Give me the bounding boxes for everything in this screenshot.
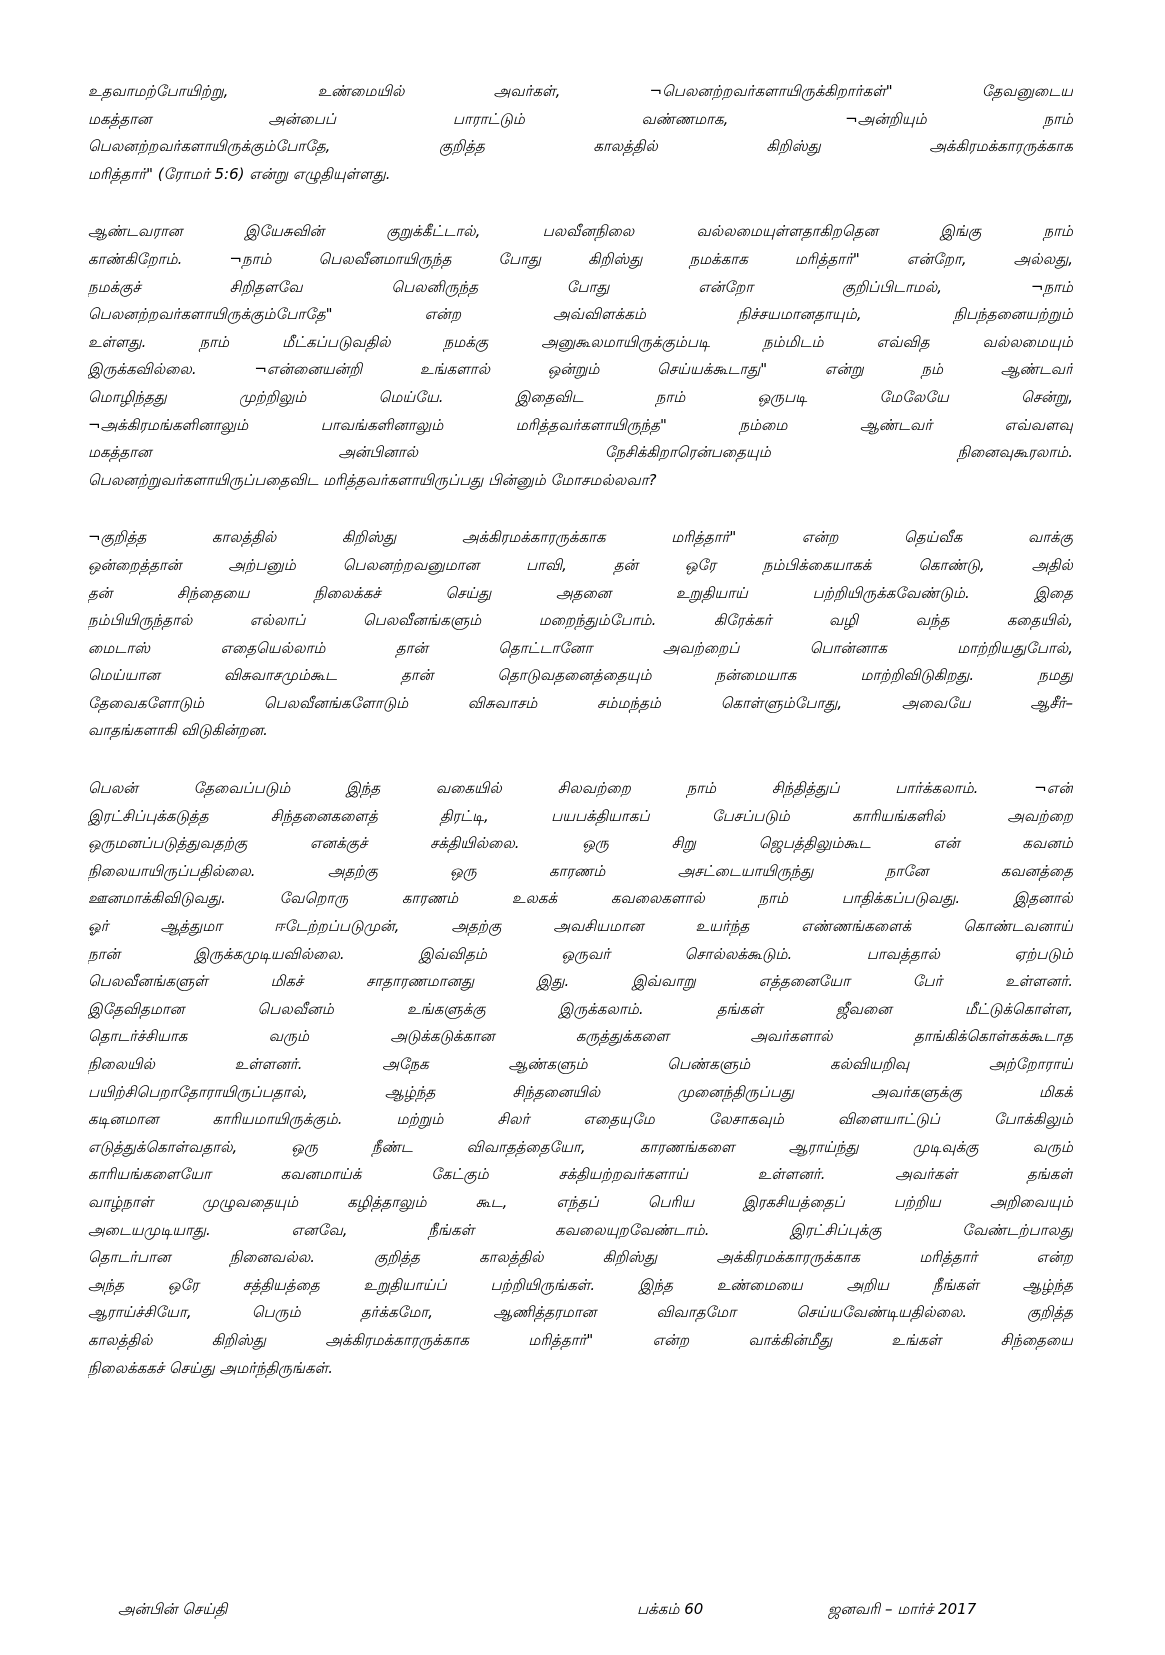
text-line: நமக்குச் சிறிதளவே பெலனிருந்த போது என்றோ குறிப்பிடாமல், ¬நாம் (88, 277, 1073, 296)
text-line: காண்கிறோம். ¬நாம் பெலவீனமாயிருந்த போது கிறிஸ்து நமக்காக மரித்தார்" என்றோ, அல்லது, (88, 249, 1073, 268)
text-line: நம்பியிருந்தால் எல்லாப் பெலவீனங்களும் மறைந்தும்போம். கிரேக்கர் வழி வந்த கதையில், (88, 611, 1073, 630)
text-line: நிலைக்ககச் செய்து அமர்ந்திருங்கள். (88, 1358, 333, 1377)
text-line: அடையமுடியாது. எனவே, நீங்கள் கவலையுறவேண்டாம். இரட்சிப்புக்கு வேண்டற்பாலது (88, 1220, 1073, 1239)
text-line: ஒருமனப்படுத்துவதற்கு எனக்குச் சக்தியில்லை. ஒரு சிறு ஜெபத்திலும்கூட என் கவனம் (88, 834, 1073, 853)
text-line: மரித்தார்" (ரோமர் 5:6) என்று எழுதியுள்ளது. (88, 164, 391, 183)
text-line: மகத்தான அன்பைப் பாராட்டும் வண்ணமாக, ¬அன்றியும் நாம் (88, 109, 1073, 128)
text-line: இதேவிதமான பெலவீனம் உங்களுக்கு இருக்கலாம். தங்கள் ஜீவனை மீட்டுக்கொள்ள, (88, 999, 1073, 1018)
text-line: காரியங்களையோ கவனமாய்க் கேட்கும் சக்தியற்றவர்களாய் உள்ளனர். அவர்கள் தங்கள் (88, 1165, 1073, 1184)
text-line: அந்த ஒரே சத்தியத்தை உறுதியாய்ப் பற்றியிருங்கள். இந்த உண்மையை அறிய நீங்கள் ஆழ்ந்த (88, 1275, 1073, 1294)
paragraph-3 (88, 524, 1073, 745)
text-line: ஊனமாக்கிவிடுவது. வேறொரு காரணம் உலகக் கவலைகளால் நாம் பாதிக்கப்படுவது. இதனால் (88, 889, 1073, 908)
text-line: உதவாமற்போயிற்று, உண்மையில் அவர்கள், ¬பெலனற்றவர்களாயிருக்கிறார்கள்" தேவனுடைய (88, 82, 1073, 100)
text-line: தொடர்ச்சியாக வரும் அடுக்கடுக்கான கருத்துக்களை அவர்களால் தாங்கிக்கொள்கக்கூடாத (88, 1027, 1073, 1046)
text-line: ¬அக்கிரமங்களினாலும் பாவங்களினாலும் மரித்தவர்களாயிருந்த" நம்மை ஆண்டவர் எவ்வளவு (88, 415, 1073, 434)
text-line: பெலனற்றுவர்களாயிருப்பதைவிட மரித்தவர்களாயிருப்பது பின்னும் மோசமல்லவா? (88, 470, 657, 489)
text-line: பெலனற்றவர்களாயிருக்கும்போதே" என்ற அவ்விளக்கம் நிச்சயமானதாயும், நிபந்தனையற்றும் (88, 305, 1073, 324)
text-line: ஆண்டவரான இயேசுவின் குறுக்கீட்டால், பலவீனநிலை வல்லமையுள்ளதாகிறதென இங்கு நாம் (88, 222, 1073, 241)
article-body (88, 78, 1073, 1412)
text-line: ¬குறித்த காலத்தில் கிறிஸ்து அக்கிரமக்காரருக்காக மரித்தார்" என்ற தெய்வீக வாக்கு (88, 528, 1073, 547)
text-line: காலத்தில் கிறிஸ்து அக்கிரமக்காரருக்காக மரித்தார்" என்ற வாக்கின்மீது உங்கள் சிந்தையை (88, 1330, 1073, 1349)
publication-title: அன்பின் செய்தி (118, 1600, 228, 1618)
text-line: மகத்தான அன்பினால் நேசிக்கிறாரென்பதையும் நினைவுகூரலாம். (88, 443, 1073, 462)
text-line: பெலனற்றவர்களாயிருக்கும்போதே, குறித்த காலத்தில் கிறிஸ்து அக்கிரமக்காரருக்காக (88, 137, 1073, 156)
text-line: நிலையில் உள்ளனர். அநேக ஆண்களும் பெண்களும் கல்வியறிவு அற்றோராய் (88, 1055, 1073, 1073)
text-line: வாதங்களாகி விடுகின்றன. (88, 721, 268, 740)
text-line: நிலையாயிருப்பதில்லை. அதற்கு ஒரு காரணம் அசட்டையாயிருந்து நானே கவனத்தை (88, 861, 1073, 880)
text-line: ஓர் ஆத்துமா ஈடேற்றப்படுமுன், அதற்கு அவசியமான உயர்ந்த எண்ணங்களைக் கொண்டவனாய் (88, 917, 1073, 936)
paragraph-2 (88, 218, 1073, 494)
text-line: தன் சிந்தையை நிலைக்கச் செய்து அதனை உறுதியாய் பற்றியிருக்கவேண்டும். இதை (88, 583, 1073, 602)
text-line: ஆராய்ச்சியோ, பெரும் தர்க்கமோ, ஆணித்தரமான விவாதமோ செய்யவேண்டியதில்லை. குறித்த (88, 1303, 1073, 1322)
text-line: இரட்சிப்புக்கடுத்த சிந்தனைகளைத் திரட்டி, பயபக்தியாகப் பேசப்படும் காரியங்களில் அவற்றை (88, 806, 1073, 825)
paragraph-4 (88, 775, 1073, 1382)
page-number: பக்கம் 60 (637, 1600, 704, 1618)
text-line: பயிற்சிபெறாதோராயிருப்பதால், ஆழ்ந்த சிந்தனையில் முனைந்திருப்பது அவர்களுக்கு மிகக் (88, 1082, 1073, 1101)
paragraph-1 (88, 78, 1073, 188)
text-line: வாழ்நாள் முழுவதையும் கழித்தாலும் கூட, எந்தப் பெரிய இரகசியத்தைப் பற்றிய அறிவையும் (88, 1192, 1073, 1211)
text-line: மெய்யான விசுவாசமும்கூட தான் தொடுவதனைத்தையும் நன்மையாக மாற்றிவிடுகிறது. நமது (88, 666, 1073, 685)
text-line: மொழிந்தது முற்றிலும் மெய்யே. இதைவிட நாம் ஒருபடி மேலேயே சென்று, (88, 387, 1073, 406)
text-line: மைடாஸ் எதையெல்லாம் தான் தொட்டானோ அவற்றைப் பொன்னாக மாற்றியதுபோல், (88, 638, 1073, 657)
text-line: தேவைகளோடும் பெலவீனங்களோடும் விசுவாசம் சம்மந்தம் கொள்ளும்போது, அவையே ஆசீர்– (88, 693, 1073, 712)
page-footer (0, 1600, 1165, 1624)
text-line: நான் இருக்கமுடியவில்லை. இவ்விதம் ஒருவர் சொல்லக்கூடும். பாவத்தால் ஏற்படும் (88, 944, 1073, 963)
text-line: தொடர்பான நினைவல்ல. குறித்த காலத்தில் கிறிஸ்து அக்கிரமக்காரருக்காக மரித்தார் என்ற (88, 1248, 1073, 1267)
text-line: பெலவீனங்களுள் மிகச் சாதாரணமானது இது. இவ்வாறு எத்தனையோ பேர் உள்ளனர். (88, 972, 1073, 991)
text-line: இருக்கவில்லை. ¬என்னையன்றி உங்களால் ஒன்றும் செய்யக்கூடாது" என்று நம் ஆண்டவர் (88, 360, 1073, 379)
text-line: உள்ளது. நாம் மீட்கப்படுவதில் நமக்கு அனுகூலமாயிருக்கும்படி நம்மிடம் எவ்வித வல்லமையும் (88, 332, 1073, 351)
text-line: எடுத்துக்கொள்வதால், ஒரு நீண்ட விவாதத்தையோ, காரணங்களை ஆராய்ந்து முடிவுக்கு வரும் (88, 1137, 1073, 1156)
text-line: பெலன் தேவைப்படும் இந்த வகையில் சிலவற்றை நாம் சிந்தித்துப் பார்க்கலாம். ¬என் (88, 779, 1073, 798)
issue-date: ஜனவரி – மார்ச் 2017 (828, 1600, 977, 1618)
text-line: கடினமான காரியமாயிருக்கும். மற்றும் சிலர் எதையுமே லேசாகவும் விளையாட்டுப் போக்கிலும் (88, 1110, 1073, 1129)
text-line: ஒன்றைத்தான் அற்பனும் பெலனற்றவனுமான பாவி, தன் ஒரே நம்பிக்கையாகக் கொண்டு, அதில் (88, 555, 1073, 574)
